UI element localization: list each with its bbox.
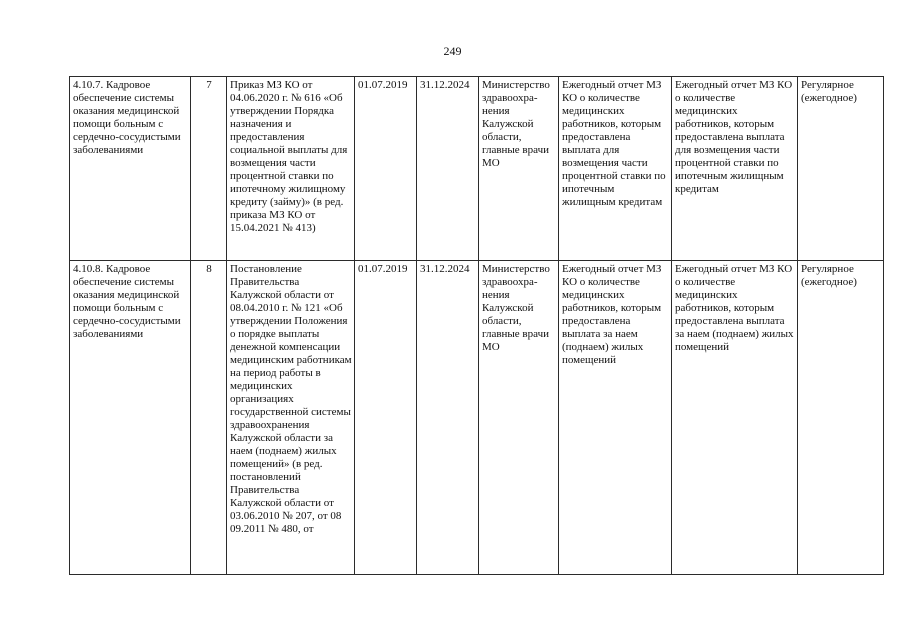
cell-result: Ежегодный отчет МЗ КО о количестве медицинских работников, которым предоставлена выплата для возмещения части процентной ставки по ипотечным жилищным кредитам (672, 77, 798, 261)
table-row (70, 77, 884, 261)
cell-frequency: Регулярное (ежегодное) (798, 261, 884, 575)
table-row (70, 261, 884, 575)
cell-report: Ежегодный отчет МЗ КО о количестве медицинских работников, которым предоставлена выплата за наем (поднаем) жилых помещений (559, 261, 672, 575)
cell-start-date: 01.07.2019 (355, 261, 417, 575)
cell-start-date: 01.07.2019 (355, 77, 417, 261)
cell-legal-document: Приказ МЗ КО от 04.06.2020 г. № 616 «Об утверждении Порядка назначения и предоставления социальной выплаты для возмещения части процентной ставки по ипотечному жилищному кредиту (займу)» (в ред. приказа МЗ КО от 15.04.2021 № 413) (227, 77, 355, 261)
cell-measure-code: 4.10.8. Кадровое обеспечение системы оказания медицинской помощи больным с сердечно-сосудистыми заболеваниями (70, 261, 191, 575)
cell-legal-document: Постановление Правительства Калужской области от 08.04.2010 г. № 121 «Об утверждении Положения о порядке выплаты денежной компенсации медицинским работникам на период работы в медицинских организациях государственной системы здравоохранения Калужской области за наем (поднаем) жилых помещений» (в ред. постановлений Правительства Калужской области от 03.06.2010 № 207, от 08 09.2011 № 480, от (227, 261, 355, 575)
cell-responsible: Министерство здравоохра-нения Калужской области, главные врачи МО (479, 77, 559, 261)
cell-result: Ежегодный отчет МЗ КО о количестве медицинских работников, которым предоставлена выплата за наем (поднаем) жилых помещений (672, 261, 798, 575)
cell-report: Ежегодный отчет МЗ КО о количестве медицинских работников, которым предоставлена выплата для возмещения части процентной ставки по ипотечным жилищным кредитам (559, 77, 672, 261)
cell-row-number: 7 (191, 77, 227, 261)
page-number: 249 (443, 44, 462, 58)
cell-row-number: 8 (191, 261, 227, 575)
cell-end-date: 31.12.2024 (417, 261, 479, 575)
cell-end-date: 31.12.2024 (417, 77, 479, 261)
cell-measure-code: 4.10.7. Кадровое обеспечение системы оказания медицинской помощи больным с сердечно-сосудистыми заболеваниями (70, 77, 191, 261)
measures-table (69, 76, 884, 575)
cell-responsible: Министерство здравоохра-нения Калужской области, главные врачи МО (479, 261, 559, 575)
cell-frequency: Регулярное (ежегодное) (798, 77, 884, 261)
